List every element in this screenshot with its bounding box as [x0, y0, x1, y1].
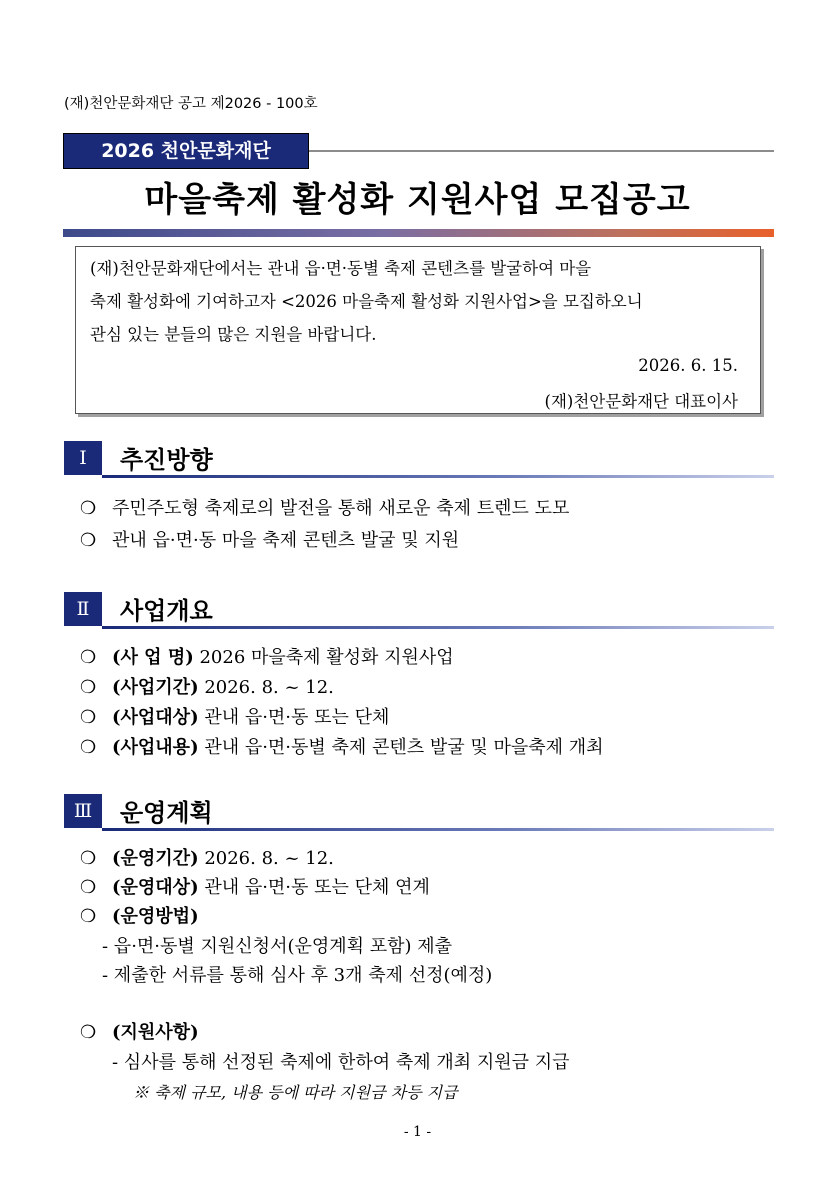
list-item — [80, 733, 604, 759]
item-label: (사 업 명) — [112, 647, 194, 668]
intro-issuer: (재)천안문화재단 대표이사 — [544, 392, 738, 411]
item-label: (사업대상) — [112, 707, 199, 728]
bullet-circle-icon: ❍ — [80, 737, 97, 758]
intro-box — [75, 246, 761, 414]
item-text: 2026. 8. ~ 12. — [198, 677, 334, 698]
section-1-number: Ⅰ — [64, 441, 102, 475]
title-gradient-bar — [63, 229, 774, 237]
method-detail-1: - 읍·면·동별 지원신청서(운영계획 포함) 제출 — [102, 936, 453, 957]
section-1-title: 추진방향 — [120, 446, 213, 474]
page-number: - 1 - — [403, 1124, 432, 1140]
list-item — [80, 873, 430, 899]
bullet-circle-icon: ❍ — [80, 877, 97, 898]
banner-divider — [309, 150, 774, 152]
bullet-circle-icon: ❍ — [80, 906, 97, 927]
item-text: 관내 읍·면·동 또는 단체 연계 — [198, 877, 430, 898]
item-text: 관내 읍·면·동 또는 단체 — [198, 707, 390, 728]
item-label: (지원사항) — [112, 1022, 199, 1043]
item-label: (사업내용) — [112, 737, 199, 758]
bullet-circle-icon: ❍ — [80, 707, 97, 728]
bullet-circle-icon: ❍ — [80, 848, 97, 869]
list-item — [80, 673, 334, 699]
bullet-circle-icon: ❍ — [80, 530, 97, 551]
bullet-circle-icon: ❍ — [80, 677, 97, 698]
section-1-underline — [102, 475, 774, 478]
bullet-circle-icon: ❍ — [80, 1022, 97, 1043]
list-item — [80, 643, 454, 669]
method-detail-2: - 제출한 서류를 통해 심사 후 3개 축제 선정(예정) — [102, 965, 493, 986]
list-item — [80, 844, 334, 870]
intro-date: 2026. 6. 15. — [638, 356, 738, 375]
section-3-underline — [102, 828, 774, 831]
item-text: 관내 읍·면·동별 축제 콘텐츠 발굴 및 마을축제 개최 — [198, 737, 604, 758]
list-item-text: 주민주도형 축제로의 발전을 통해 새로운 축제 트렌드 도모 — [112, 498, 570, 519]
org-banner: 2026 천안문화재단 — [63, 133, 309, 169]
section-2-title: 사업개요 — [120, 597, 213, 625]
item-text: 2026. 8. ~ 12. — [198, 848, 334, 869]
support-note: ※ 축제 규모, 내용 등에 따라 지원금 차등 지급 — [133, 1083, 458, 1102]
bullet-circle-icon: ❍ — [80, 498, 97, 519]
list-item — [80, 902, 199, 928]
list-item — [80, 703, 389, 729]
bullet-circle-icon: ❍ — [80, 647, 97, 668]
item-text: 2026 마을축제 활성화 지원사업 — [193, 647, 454, 668]
page-title: 마을축제 활성화 지원사업 모집공고 — [144, 180, 691, 220]
item-label: (운영방법) — [112, 906, 199, 927]
item-label: (운영대상) — [112, 877, 199, 898]
list-item — [80, 526, 459, 552]
item-label: (운영기간) — [112, 848, 199, 869]
item-label: (사업기간) — [112, 677, 199, 698]
notice-number: (재)천안문화재단 공고 제2026 - 100호 — [64, 96, 318, 112]
support-detail: - 심사를 통해 선정된 축제에 한하여 축제 개최 지원금 지급 — [112, 1052, 570, 1073]
section-2-underline — [102, 626, 774, 629]
intro-line-3: 관심 있는 분들의 많은 지원을 바랍니다. — [90, 325, 377, 344]
section-3-number: Ⅲ — [64, 794, 102, 828]
list-item — [80, 1018, 199, 1044]
intro-line-1: (재)천안문화재단에서는 관내 읍·면·동별 축제 콘텐츠를 발굴하여 마을 — [90, 259, 592, 278]
intro-line-2: 축제 활성화에 기여하고자 <2026 마을축제 활성화 지원사업>을 모집하오니 — [90, 292, 643, 311]
section-2-number: Ⅱ — [64, 592, 102, 626]
section-3-title: 운영계획 — [120, 799, 213, 827]
list-item-text: 관내 읍·면·동 마을 축제 콘텐츠 발굴 및 지원 — [112, 530, 460, 551]
list-item — [80, 494, 569, 520]
